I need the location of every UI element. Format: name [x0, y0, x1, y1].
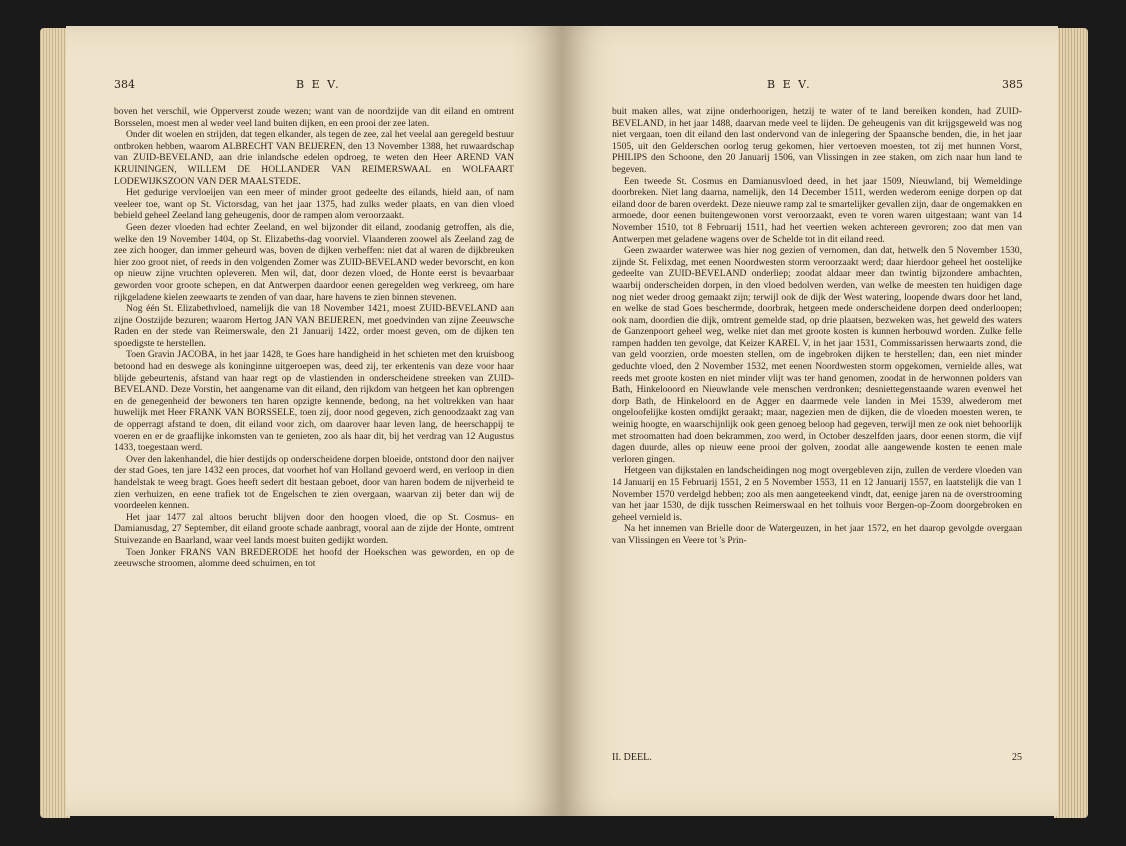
- paragraph: Hetgeen van dijkstalen en landscheidingen nog mogt overgebleven zijn, zullen de verdere vloeden van 14 Januarij en 15 Februarij 1551, 2 en 5 November 1553, 11 en 12 Januarij 1557, en laatstelijk die van 1 November 1570 verdelgd hebben; zoo als men aangeteekend vindt, dat, eenige jaren na de overstrooming van het jaar 1530, de dijk tusschen Reimerswaal en het tolhuis voor Bergen-op-Zoom doorgebroken en geheel vernield is.: [612, 465, 1022, 523]
- paragraph: Nog één St. Elizabethvloed, namelijk die van 18 November 1421, moest ZUID-BEVELAND aan zijne Oostzijde bezuren; waarom Hertog JAN VAN BEIJEREN, met goedvinden van zijne Zeeuwsche Raden en der stede van Reimerswale, den 21 Januarij 1422, order moest geven, om de dijken ten spoedigste te herstellen.: [114, 303, 514, 349]
- signature-mark: 25: [1012, 752, 1022, 763]
- running-head: B E V.: [296, 78, 341, 91]
- page-text: [114, 106, 514, 570]
- page-number: 385: [1002, 78, 1023, 91]
- page-text: [612, 106, 1022, 547]
- volume-label: II. DEEL.: [612, 752, 652, 763]
- running-head: B E V.: [767, 78, 812, 91]
- paragraph: Na het innemen van Brielle door de Watergeuzen, in het jaar 1572, en het daarop gevolgde overgaan van Vlissingen en Veere tot 's Prin-: [612, 523, 1022, 546]
- page-edges-right: [1054, 28, 1088, 818]
- paragraph: Toen Gravin JACOBA, in het jaar 1428, te Goes hare handigheid in het schieten met den kruisboog betoond had en deswege als koninginne uitgeroepen was, deed zij, ter erkentenis van deze voor haar blijde gebeurtenis, afstand van haar regt op de vlastienden in onderscheidene streeken van ZUID-BEVELAND. Deze Vorstin, het aangename van dit eiland, den rijkdom van hetgeen het kan opbrengen en de genegenheid der bewoners ten haren opzigte kennende, bedong, na het voltrekken van haar huwelijk met Heer FRANK VAN BORSSELE, toen zij, door nood gegeven, zich genoodzaakt zag van de opperragt afstand te doen, dit eiland voor zich, om daarover haar leven lang, de heerschappij te voeren en er de graaflijke inkomsten van te genieten, zoo als haar dit, bij het verdrag van 12 Augustus 1433, toegestaan werd.: [114, 349, 514, 454]
- paragraph: Het gedurige vervloeijen van een meer of minder groot gedeelte des eilands, hield aan, of nam veeleer toe, want op St. Victorsdag, van het jaar 1375, had zulks weder plaats, en van dien vloed bebield geheel Zeeland lang geheugenis, door de rampen alom veroorzaakt.: [114, 187, 514, 222]
- page-footer: [612, 752, 1022, 763]
- paragraph: Toen Jonker FRANS VAN BREDERODE het hoofd der Hoekschen was geworden, en op de zeeuwsche stroomen, alomme deed schuimen, en tot: [114, 546, 514, 570]
- open-book: [40, 18, 1088, 823]
- left-page: [66, 26, 562, 816]
- paragraph: Het jaar 1477 zal altoos berucht blijven door den hoogen vloed, die op St. Cosmus- en Damianusdag, 27 September, dit eiland groote schade aanbragt, vooral aan de zijde der Honte, omtrent Stuivezande en Baarland, waar veel lands moest buiten gedijkt worden.: [114, 511, 514, 546]
- right-page: [562, 26, 1058, 816]
- paragraph: buit maken alles, wat zijne onderhoorigen, hetzij te water of te land bereiken konden, had ZUID-BEVELAND, in het jaar 1488, daarvan mede veel te lijden. De geheugenis van dit krijgsgeweld was nog niet vergaan, toen dit eiland den last ondervond van de inlegering der Spaansche benden, die, in het jaar 1505, uit den Gelderschen oorlog terug gekomen, hier vertoeven moesten, tot zij met hunnen Vorst, PHILIPS den Schoone, den 20 Januarij 1506, van Vlissingen in zee staken, om zich naar hun land te begeven.: [612, 106, 1022, 175]
- paragraph: boven het verschil, wie Opperverst zoude wezen; want van de noordzijde van dit eiland en omtrent Borsselen, moest men al weder veel land buiten dijken, en een prooi der zee laten.: [114, 106, 514, 129]
- paragraph: Geen zwaarder waterwee was hier nog gezien of vernomen, dan dat, hetwelk den 5 November 1530, zijnde St. Felixdag, met eenen Noordwesten storm veroorzaakt werd; daar hierdoor geheel het oostelijke gedeelte van ZUID-BEVELAND onderliep; zoodat aldaar meer dan twintig bijzondere ambachten, waarbij onderscheiden dorpen, in den vloed bedolven werden, van welke de meesten ten huidigen dage nog niet weder droog gemaakt zijn; terwijl ook de dijk der West watering, loopende dwars door het land, en welke de stad Goes beschermde, doorbrak, hetgeen mede onderscheidene dorpen deed onderloopen; ook nam, doordien die dijk, omtrent gemelde stad, op drie plaatsen, bezweken was, het geweld des waters de Ganzenpoort geheel weg, welke niet dan met groote kosten is kunnen herbouwd worden. Zulke felle rampen hadden ten gevolge, dat Keizer KAREL V, in het jaar 1531, Commissarissen herwaarts zond, die van geld voorzien, orde moesten stellen, om de ingebroken dijken te herstellen; dan, een niet minder geduchte vloed, den 2 November 1532, met eenen Noordwesten storm opgekomen, vernielde alles, wat reeds met groote kosten en niet minder vlijt was ter hand genomen, zoodat in de herwonnen polders van Bath, Hinkelooord en Nieuwlande vele menschen verdronken; desniettegenstaande waren evenwel het dorp Bath, de Hinkeloord en de Agger en daarmede vele landen in Mei 1539, alwederom met ongeloofelijke kosten omdijkt geraakt; maar, nagezien men de dijken, die de vloeden moesten weren, te weinig hoogte, en waarschijnlijk ook geen genoeg beloop had gegeven, terwijl men ze ook niet behoorlijk met stroomatten had doen bekrammen, zoo werd, in October deszelfden jaars, door eenen storm, die vijf dagen duurde, alles op nieuw eene prooi der golven, zoodat alle aangewende kosten te eenen male verloren gingen.: [612, 245, 1022, 465]
- paragraph: Over den lakenhandel, die hier destijds op onderscheidene dorpen bloeide, ontstond door den naijver der stad Goes, ten jare 1432 een proces, dat voorhet hof van Holland gevoerd werd, en verloop in dien handelstak te weeg bragt. Goes heeft sedert dit bestaan geboet, door van haren bodem de nijverheid te zien verhuizen, en eene trafiek tot de Engelschen te zien overgaan, waarvan zij beter dan wij de voordeelen kennen.: [114, 453, 514, 512]
- paragraph: Geen dezer vloeden had echter Zeeland, en wel bijzonder dit eiland, zoodanig getroffen, als die, welke den 19 November 1404, op St. Elizabeths-dag voorviel. Vlaanderen zoowel als Zeeland zag de zee zich hooger, dan immer geheurd was, boven de dijken verheffen: niet dat al waren de dijkbreuken hier zoo groot niet, of reeds in den volgenden Zomer was ZUID-BEVELAND weder bevorscht, en kon op nieuw zijne vruchten opleveren. Men wil, dat, door dezen vloed, de Honte eerst is bevaarbaar geworden voor groote schepen, en dat Antwerpen daardoor eenen geregelden weg verkreeg, om hare rijkgeladene kielen zeewaarts te zenden of van daar, hare havens te zien binnen stevenen.: [114, 221, 514, 303]
- paragraph: Een tweede St. Cosmus en Damianusvloed deed, in het jaar 1509, Nieuwland, bij Wemeldinge doorbreken. Niet lang daarna, namelijk, den 14 December 1511, werden wederom eenige dorpen op dat eiland door de baren overdekt. Deze nieuwe ramp zal te smartelijker gevallen zijn, daar de ongemakken en armoede, door eenen buitengewonen vorst veroorzaakt, even te voren waren uitgestaan; want van 14 November 1510, tot 8 Februarij 1511, had het veertien weken achtereen gevroren; zoo dat men van Antwerpen met geladene wagens over de Schelde tot in dit eiland reed.: [612, 175, 1022, 245]
- page-number: 384: [114, 78, 135, 91]
- paragraph: Onder dit woelen en strijden, dat tegen elkander, als tegen de zee, zal het veelal aan geregeld bestuur ontbroken hebben, waarom ALBRECHT VAN BEIJEREN, den 13 November 1388, het ruwaardschap van ZUID-BEVELAND, aan drie inlandsche edelen opdroeg, te weten den Heer AREND VAN KRUININGEN, WILLEM DE HOLLANDER VAN REIMERSWAAL en WOLFAART LODEWIJKSZOON VAN DER MAALSTEDE.: [114, 129, 514, 187]
